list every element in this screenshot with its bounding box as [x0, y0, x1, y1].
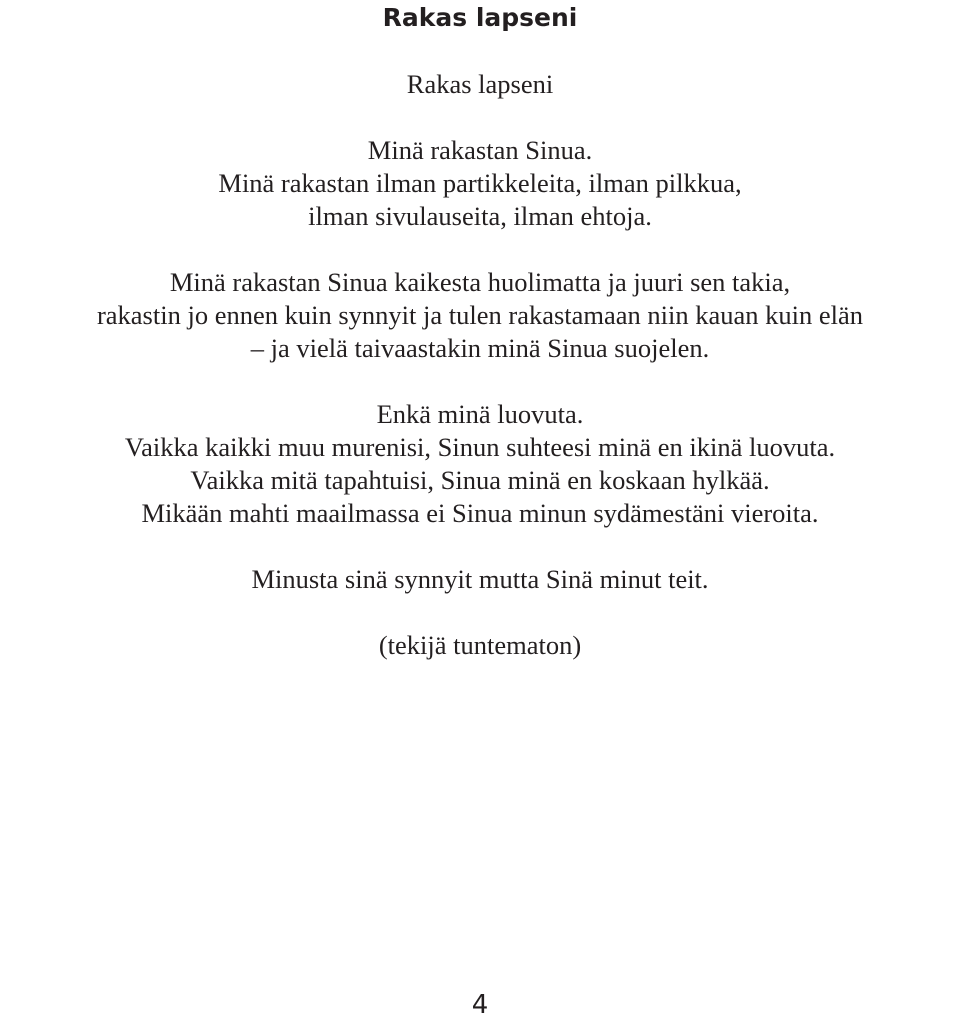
author-credit: (tekijä tuntematon)	[378, 630, 582, 660]
poem-line: Minä rakastan ilman partikkeleita, ilman pilkkua,	[218, 168, 742, 198]
poem-line: Enkä minä luovuta.	[376, 399, 584, 429]
poem-attribution	[0, 629, 960, 662]
poem-line: Vaikka mitä tapahtuisi, Sinua minä en koskaan hylkää.	[190, 465, 770, 495]
poem-line: Rakas lapseni	[406, 69, 554, 99]
poem-line: – ja vielä taivaastakin minä Sinua suojelen.	[250, 333, 710, 363]
poem-line: rakastin jo ennen kuin synnyit ja tulen rakastamaan niin kauan kuin elän	[96, 300, 864, 330]
poem-stanza	[0, 563, 960, 596]
page-heading: Rakas lapseni	[382, 3, 578, 32]
poem-stanza	[0, 134, 960, 233]
poem-line: ilman sivulauseita, ilman ehtoja.	[308, 201, 652, 231]
poem-line: Vaikka kaikki muu murenisi, Sinun suhteesi minä en ikinä luovuta.	[124, 432, 836, 462]
page-number: 4	[471, 990, 489, 1020]
poem-line: Minusta sinä synnyit mutta Sinä minut teit.	[251, 564, 709, 594]
poem-line: Minä rakastan Sinua kaikesta huolimatta ja juuri sen takia,	[169, 267, 791, 297]
poem-stanza	[0, 266, 960, 365]
poem-body	[0, 68, 960, 695]
poem-stanza	[0, 398, 960, 530]
poem-line: Minä rakastan Sinua.	[367, 135, 593, 165]
poem-title-stanza	[0, 68, 960, 101]
poem-line: Mikään mahti maailmassa ei Sinua minun sydämestäni vieroita.	[141, 498, 819, 528]
